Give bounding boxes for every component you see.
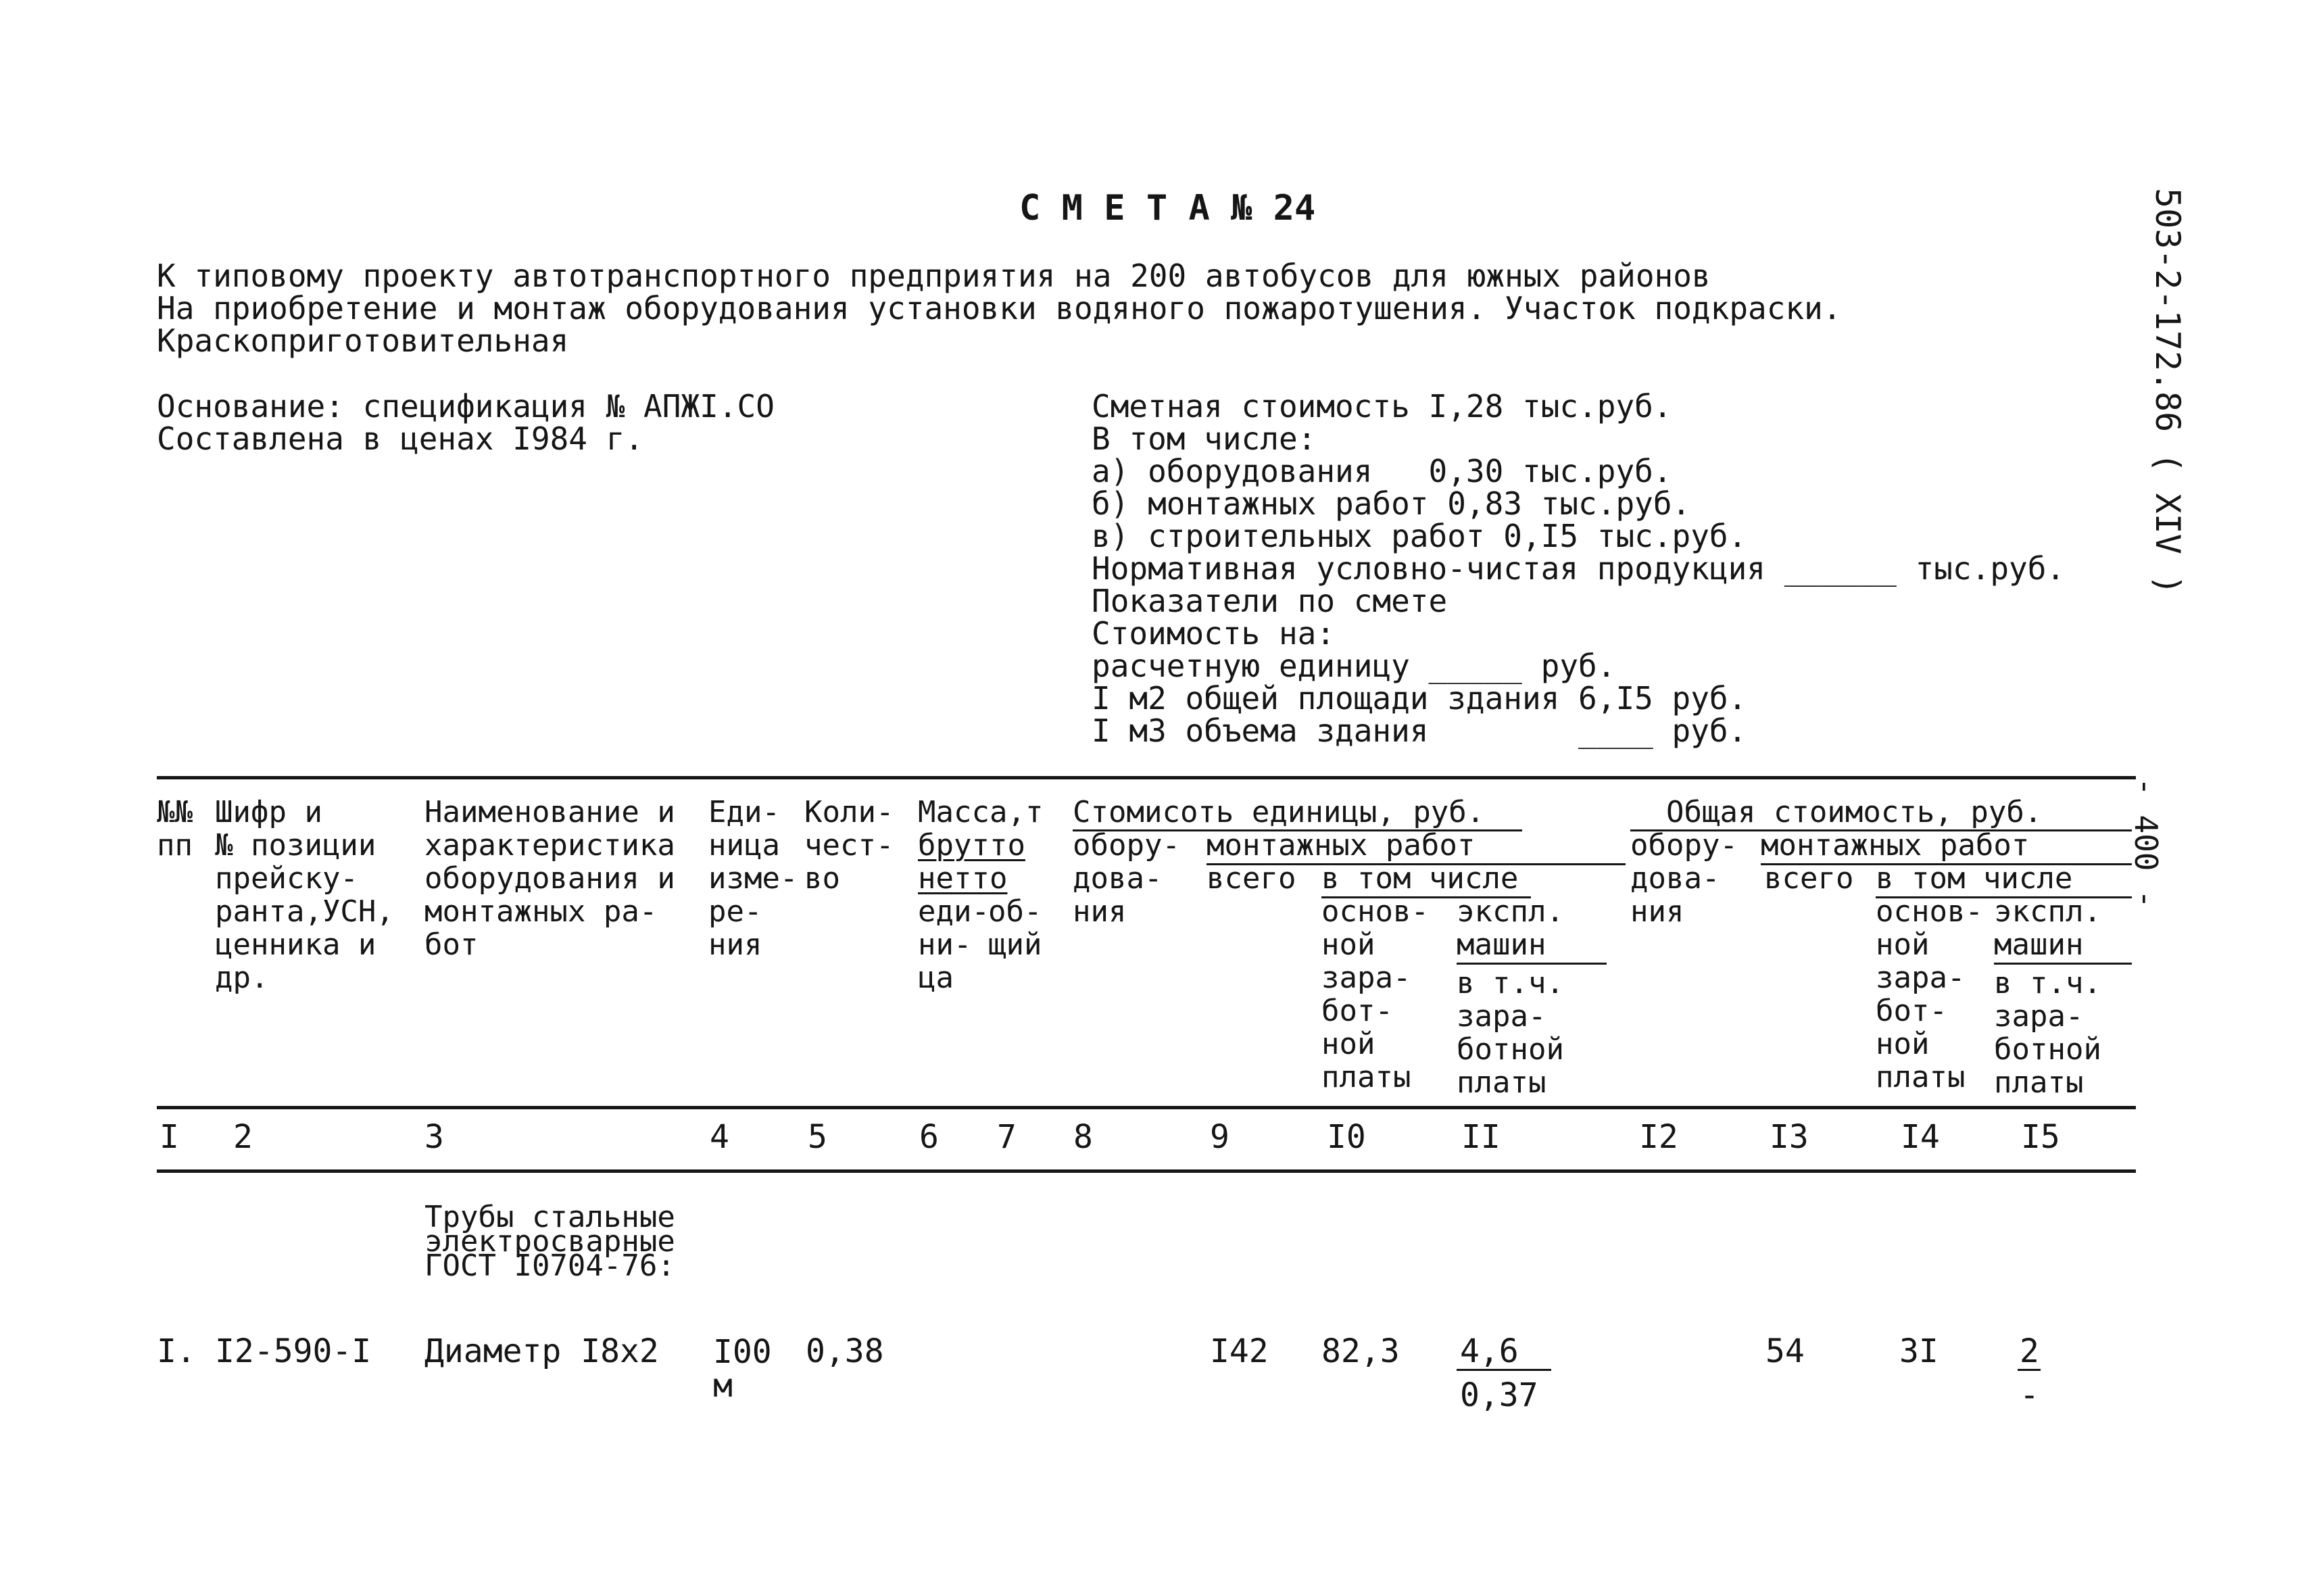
- header-mass-brutto: брутто: [918, 828, 1025, 863]
- header-mass-total: об- щий: [988, 894, 1042, 962]
- summary-line: I м3 объема здания ____ руб.: [1092, 712, 1747, 749]
- basis-text: Основание: спецификация № АПЖI.СО: [157, 388, 775, 425]
- colnum: I5: [2021, 1118, 2060, 1156]
- rule-machines-total: [1994, 963, 2132, 965]
- header-mass-netto: нетто: [918, 861, 1008, 896]
- colnum: I3: [1770, 1118, 1809, 1156]
- summary-line: Показатели по смете: [1092, 583, 1448, 619]
- colnum: 3: [424, 1118, 444, 1156]
- header-unit-machines-salary: в т.ч. зара- ботной платы: [1457, 966, 1564, 1100]
- summary-line: б) монтажных работ 0,83 тыс.руб.: [1092, 485, 1691, 522]
- header-bottom-rule: [157, 1106, 2136, 1109]
- header-num: №№ пп: [157, 795, 193, 863]
- row-total-mount-total: 54: [1765, 1332, 1805, 1370]
- header-mass: Масса,т: [918, 795, 1044, 829]
- colnum-bottom-rule: [157, 1169, 2136, 1173]
- row-total-base-salary: 3I: [1899, 1332, 1939, 1370]
- header-unit-incl: в том числе: [1321, 861, 1519, 896]
- header-total-mount-total: всего: [1764, 861, 1854, 896]
- header-total-machines-salary: в т.ч. зара- ботной платы: [1994, 966, 2101, 1100]
- row-unit-base-salary: 82,3: [1321, 1332, 1400, 1370]
- header-code: Шифр и № позиции прейску- ранта,УСН, ценника и др.: [215, 795, 394, 995]
- colnum: I2: [1639, 1118, 1678, 1156]
- page-title: С М Е Т А № 24: [1019, 188, 1316, 228]
- row-code: I2-590-I: [215, 1332, 372, 1370]
- colnum: I0: [1327, 1118, 1366, 1156]
- row-unit-machines: 4,6: [1460, 1332, 1519, 1370]
- table-top-rule: [157, 776, 2136, 779]
- intro-line: Краскоприготовительная: [157, 322, 569, 359]
- header-unit-equipment: обору- дова- ния: [1073, 828, 1180, 929]
- summary-line: Нормативная условно-чистая продукция ______ тыс.руб.: [1092, 550, 2066, 587]
- row-unit: I00 м: [713, 1333, 772, 1405]
- summary-line: Сметная стоимость I,28 тыс.руб.: [1092, 388, 1672, 425]
- page-number: - 400 -: [2128, 777, 2164, 909]
- colnum: 4: [710, 1118, 729, 1156]
- summary-line: В том числе:: [1092, 420, 1317, 457]
- summary-line: Стоимость на:: [1092, 615, 1336, 652]
- colnum: I: [160, 1118, 179, 1156]
- header-total-machines: экспл. машин: [1994, 894, 2101, 962]
- header-total-equipment: обору- дова- ния: [1630, 828, 1738, 929]
- header-unit-cost: Стомисоть единицы, руб.: [1073, 795, 1485, 829]
- row-unit-machines-salary: 0,37: [1460, 1376, 1538, 1414]
- summary-line: а) оборудования 0,30 тыс.руб.: [1092, 453, 1672, 489]
- fraction-rule: [1457, 1369, 1551, 1371]
- header-total-mount-work: монтажных работ: [1761, 828, 2030, 863]
- header-unit-base-salary: основ- ной зара- бот- ной платы: [1321, 894, 1429, 1094]
- intro-line: На приобретение и монтаж оборудования установки водяного пожаротушения. Участок подкраски.: [157, 290, 1842, 327]
- row-qty: 0,38: [806, 1332, 884, 1370]
- section-title: Трубы стальные электросварные ГОСТ I0704-76:: [424, 1200, 675, 1283]
- colnum: 7: [997, 1118, 1017, 1156]
- colnum: 5: [808, 1118, 827, 1156]
- header-mass-unit: еди- ни- ца: [918, 894, 990, 995]
- header-total-cost: Общая стоимость, руб.: [1666, 795, 2043, 829]
- colnum: II: [1461, 1118, 1501, 1156]
- rule-machines: [1457, 963, 1607, 965]
- colnum: 6: [919, 1118, 939, 1156]
- prices-text: Составлена в ценах I984 г.: [157, 420, 644, 457]
- header-unit-mount-total: всего: [1207, 861, 1296, 896]
- header-total-incl: в том числе: [1876, 861, 2073, 896]
- header-total-base-salary: основ- ной зара- бот- ной платы: [1876, 894, 1983, 1094]
- summary-line: в) строительных работ 0,I5 тыс.руб.: [1092, 518, 1747, 554]
- fraction-rule: [2018, 1369, 2041, 1371]
- row-total-machines: 2: [2020, 1332, 2039, 1370]
- colnum: 9: [1210, 1118, 1229, 1156]
- header-unit: Еди- ница изме- ре- ния: [708, 795, 798, 962]
- summary-line: I м2 общей площади здания 6,I5 руб.: [1092, 680, 1747, 717]
- colnum: 8: [1073, 1118, 1093, 1156]
- row-unit-mount-total: I42: [1210, 1332, 1269, 1370]
- header-qty: Коли- чест- во: [804, 795, 894, 896]
- row-num: I.: [157, 1332, 196, 1370]
- intro-line: К типовому проекту автотранспортного предприятия на 200 автобусов для южных районов: [157, 258, 1711, 294]
- header-name: Наименование и характеристика оборудования и монтажных ра- бот: [424, 795, 675, 962]
- header-unit-mount-work: монтажных работ: [1207, 828, 1476, 863]
- colnum: 2: [233, 1118, 253, 1156]
- row-total-machines-salary: -: [2020, 1376, 2039, 1414]
- summary-line: расчетную единицу _____ руб.: [1092, 648, 1616, 684]
- header-unit-machines: экспл. машин: [1457, 894, 1564, 962]
- side-code: 503-2-172.86 ( XIV ): [2148, 188, 2187, 596]
- colnum: I4: [1901, 1118, 1940, 1156]
- row-name: Диаметр I8x2: [424, 1332, 659, 1370]
